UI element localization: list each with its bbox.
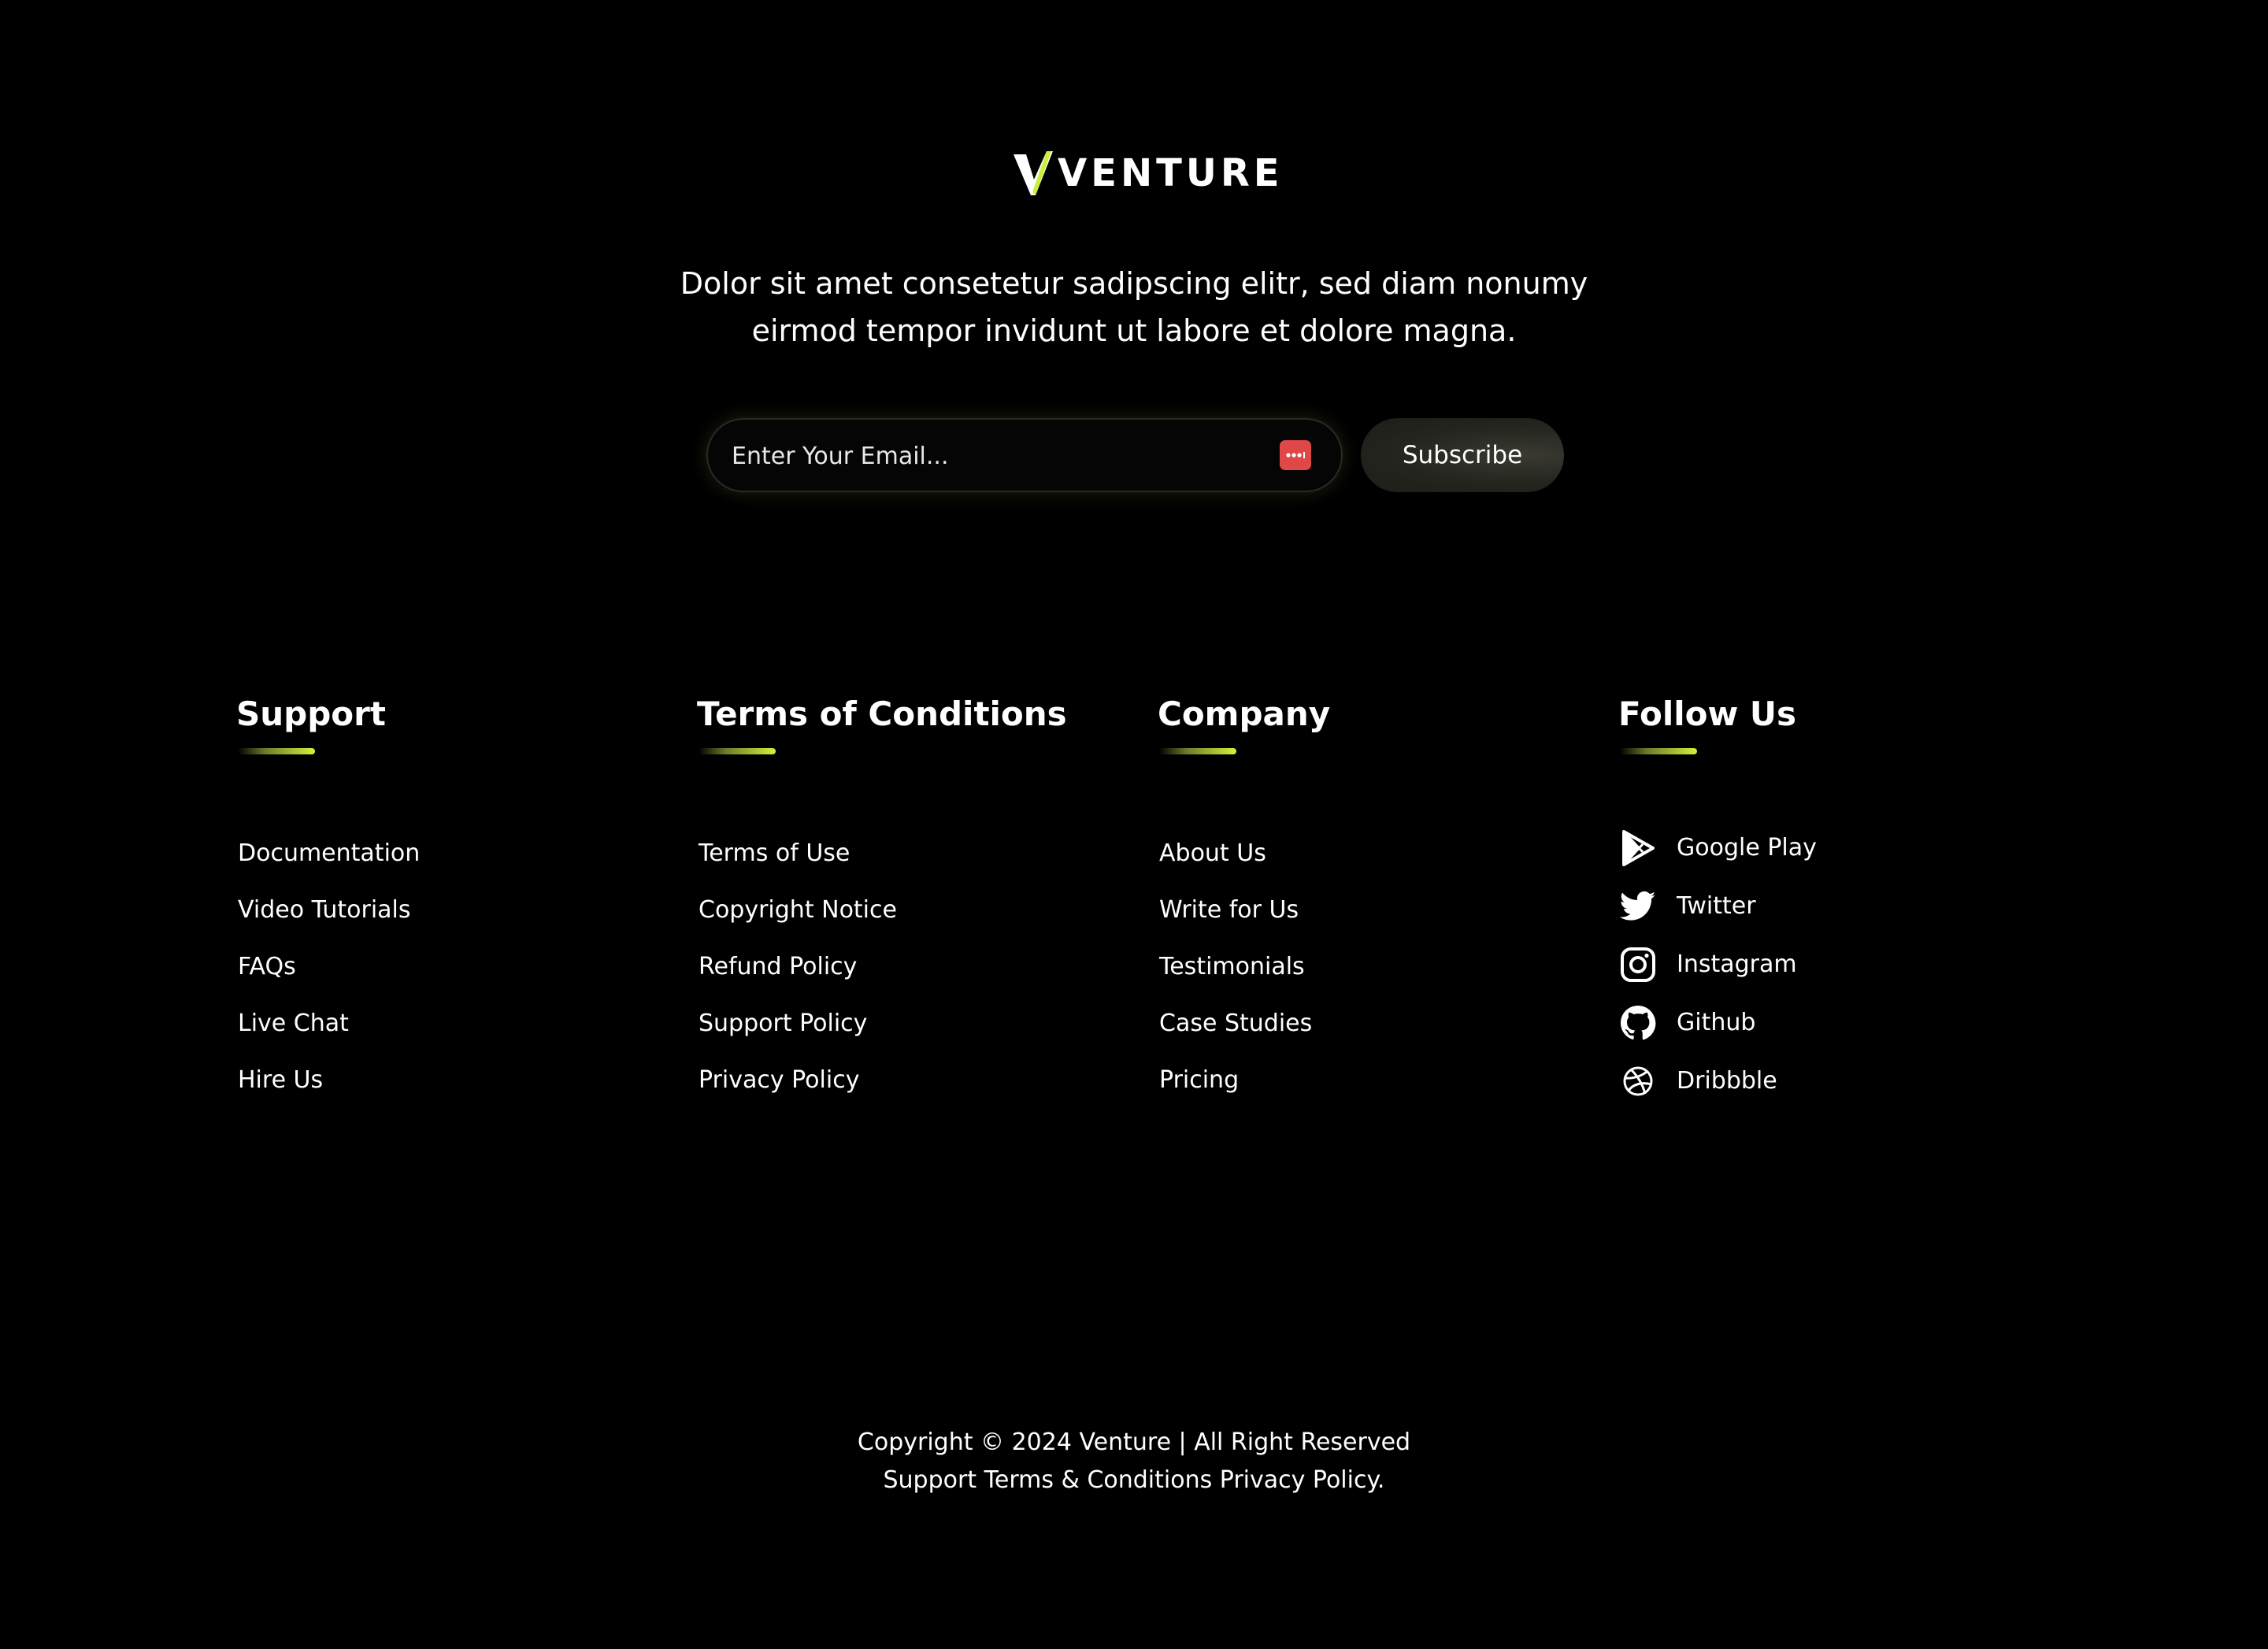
follow-column [1618,693,1817,1095]
support-heading: Support [236,695,386,733]
tagline-line-1: Dolor sit amet consetetur sadipscing elitr, sed diam nonumy [680,266,1588,301]
google-play-icon [1620,830,1656,866]
company-links [1159,836,1312,1120]
social-item-github[interactable] [1620,1005,1817,1063]
social-links [1620,830,1817,1121]
tagline-line-2: eirmod tempor invidunt ut labore et dolore magna. [751,313,1517,348]
heading-underline [1620,748,1697,754]
subscribe-button[interactable]: Subscribe [1361,418,1564,492]
support-links [238,836,420,1120]
link-twitter[interactable]: Twitter [1677,892,1756,920]
social-item-dribbble[interactable] [1620,1063,1817,1121]
brand-logo[interactable] [1012,148,1284,198]
link-testimonials[interactable]: Testimonials [1159,953,1305,980]
support-column [236,693,421,1094]
copyright-text: Copyright © 2024 Venture | All Right Reserved [857,1429,1411,1456]
v-check-logo-icon [1012,150,1054,197]
terms-column [697,693,1067,1094]
password-manager-icon[interactable] [1280,440,1311,470]
link-github[interactable]: Github [1677,1009,1756,1036]
link-video-tutorials[interactable]: Video Tutorials [238,896,411,924]
link-google-play[interactable]: Google Play [1677,834,1817,862]
terms-links [699,836,897,1120]
link-support-policy[interactable]: Support Policy [699,1010,868,1037]
follow-heading: Follow Us [1618,695,1797,733]
link-faqs[interactable]: FAQs [238,953,296,980]
link-instagram[interactable]: Instagram [1677,950,1797,978]
heading-underline [699,748,776,754]
dribbble-icon [1620,1063,1656,1099]
link-about-us[interactable]: About Us [1159,839,1266,867]
copyright-block [740,1424,1528,1499]
link-refund-policy[interactable]: Refund Policy [699,953,858,980]
link-write-for-us[interactable]: Write for Us [1159,896,1299,924]
social-item-instagram[interactable] [1620,947,1817,1005]
policy-line[interactable]: Support Terms & Conditions Privacy Policy. [883,1466,1385,1494]
link-live-chat[interactable]: Live Chat [238,1010,349,1037]
email-field-container [706,418,1343,492]
link-documentation[interactable]: Documentation [238,839,421,867]
email-input[interactable] [730,420,1269,492]
twitter-icon [1620,888,1656,925]
link-terms-of-use[interactable]: Terms of Use [699,839,850,867]
link-copyright-notice[interactable]: Copyright Notice [699,896,897,924]
company-heading: Company [1158,695,1331,733]
brand-name: VENTURE [1058,151,1284,195]
github-icon [1620,1005,1656,1041]
link-pricing[interactable]: Pricing [1159,1066,1240,1094]
link-hire-us[interactable]: Hire Us [238,1066,324,1094]
social-item-google-play[interactable] [1620,830,1817,888]
heading-underline [238,748,315,754]
terms-heading: Terms of Conditions [697,695,1067,733]
company-column [1158,693,1331,1094]
social-item-twitter[interactable] [1620,888,1817,947]
link-dribbble[interactable]: Dribbble [1677,1067,1777,1095]
tagline [662,260,1606,354]
heading-underline [1159,748,1236,754]
instagram-icon [1620,947,1656,983]
link-case-studies[interactable]: Case Studies [1159,1010,1313,1037]
link-privacy-policy[interactable]: Privacy Policy [699,1066,860,1094]
